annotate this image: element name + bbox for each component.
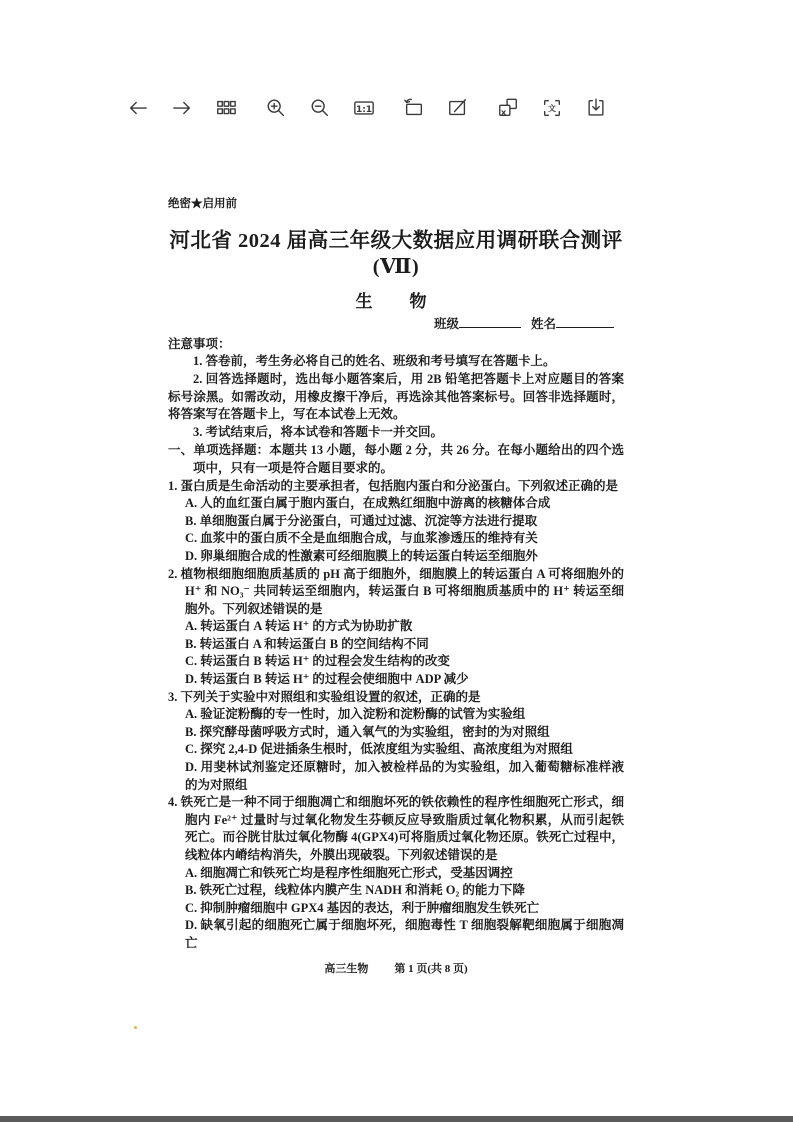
question-option: D. 缺氧引起的细胞死亡属于细胞坏死，细胞毒性 T 细胞裂解靶细胞属于细胞凋亡 — [185, 918, 624, 950]
section-heading: 一、单项选择题：本题共 13 小题，每小题 2 分，共 26 分。在每小题给出的四个选项中，只有一项是符合题目要求的。 — [168, 443, 624, 475]
question-option: C. 血浆中的蛋白质不全是血细胞合成，与血浆渗透压的维持有关 — [185, 531, 538, 546]
extract-text-icon[interactable] — [540, 96, 564, 120]
question-option: C. 转运蛋白 B 转运 H⁺ 的过程会发生结构的改变 — [185, 654, 450, 669]
question-2 — [168, 566, 624, 689]
question-option: C. 探究 2,4-D 促进插条生根时，低浓度组为实验组、高浓度组为对照组 — [185, 742, 573, 757]
footer-page-number: 第 1 页(共 8 页) — [394, 962, 468, 975]
name-blank-line — [556, 316, 614, 328]
question-option: D. 卵巢细胞合成的性激素可经细胞膜上的转运蛋白转运至细胞外 — [185, 548, 538, 563]
back-icon[interactable] — [126, 96, 150, 120]
question-stem: 3. 下列关于实验中对照组和实验组设置的叙述，正确的是 — [168, 689, 481, 704]
scan-artifact-dot — [134, 1026, 137, 1029]
classification-label: 绝密★启用前 — [168, 198, 237, 210]
viewer-toolbar — [126, 96, 608, 120]
question-option: B. 铁死亡过程，线粒体内膜产生 NADH 和消耗 O₂ 的能力下降 — [185, 883, 525, 898]
actual-size-icon[interactable] — [352, 96, 376, 120]
thumbnails-icon[interactable] — [214, 96, 238, 120]
name-field-label: 姓名 — [531, 317, 557, 332]
question-option: A. 转运蛋白 A 转运 H⁺ 的方式为协助扩散 — [185, 619, 413, 634]
question-stem: 4. 铁死亡是一种不同于细胞凋亡和细胞坏死的铁依赖性的程序性细胞死亡形式，细胞内 Fe²⁺ 过量时与过氧化物发生芬顿反应导致脂质过氧化物积累，从而引起铁死亡。而谷胱甘肽过氧化物酶 4(GPX4)可将脂质过氧化物还原。铁死亡过程中，线粒体内嵴结构消失，外膜出现破裂。下列叙述错误的是 — [168, 795, 624, 862]
translate-icon[interactable] — [496, 96, 520, 120]
question-option: B. 转运蛋白 A 和转运蛋白 B 的空间结构不同 — [185, 636, 429, 651]
edit-icon[interactable] — [446, 96, 470, 120]
notice-item-3: 3. 考试结束后，将本试卷和答题卡一并交回。 — [193, 424, 444, 439]
question-option: D. 转运蛋白 B 转运 H⁺ 的过程会使细胞中 ADP 减少 — [185, 672, 469, 687]
notice-item-1: 1. 答卷前，考生务必将自己的姓名、班级和考号填写在答题卡上。 — [193, 354, 556, 369]
page-title: 河北省 2024 届高三年级大数据应用调研联合测评(Ⅶ) — [169, 229, 623, 278]
zoom-in-icon[interactable] — [264, 96, 288, 120]
actual-size-label: 1:1 — [355, 104, 373, 115]
question-option: B. 探究酵母菌呼吸方式时，通入氧气的为实验组，密封的为对照组 — [185, 724, 550, 739]
rotate-icon[interactable] — [402, 96, 426, 120]
question-stem: 1. 蛋白质是生命活动的主要承担者，包括胞内蛋白和分泌蛋白。下列叙述正确的是 — [168, 478, 619, 493]
notice-heading: 注意事项： — [168, 336, 231, 351]
class-blank-line — [459, 316, 521, 328]
question-option: A. 细胞凋亡和铁死亡均是程序性细胞死亡形式，受基因调控 — [185, 865, 513, 880]
window-bottom-edge — [0, 1116, 793, 1122]
page-footer — [168, 961, 624, 979]
question-option: A. 验证淀粉酶的专一性时，加入淀粉和淀粉酶的试管为实验组 — [185, 707, 526, 722]
translate-glyph: x — [501, 108, 507, 117]
zoom-out-icon[interactable] — [308, 96, 332, 120]
question-3 — [168, 689, 624, 795]
class-field-label: 班级 — [434, 317, 460, 332]
forward-icon[interactable] — [170, 96, 194, 120]
extract-text-glyph: 文 — [548, 103, 556, 113]
question-option: C. 抑制肿瘤细胞中 GPX4 基因的表达，利于肿瘤细胞发生铁死亡 — [185, 900, 540, 915]
question-stem: 2. 植物根细胞细胞质基质的 pH 高于细胞外，细胞膜上的转运蛋白 A 可将细胞外的 H⁺ 和 NO₃⁻ 共同转运至细胞内，转运蛋白 B 可将细胞质基质中的 H⁺ 转运至细胞外。下列叙述错误的是 — [168, 566, 624, 616]
notice-item-2: 2. 回答选择题时，选出每小题答案后，用 2B 铅笔把答题卡上对应题目的答案标号涂黑。如需改动，用橡皮擦干净后，再选涂其他答案标号。回答非选择题时，将答案写在答题卡上，写在本试卷上无效。 — [168, 371, 624, 422]
footer-subject: 高三生物 — [324, 962, 369, 975]
question-1 — [168, 478, 624, 566]
question-option: A. 人的血红蛋白属于胞内蛋白，在成熟红细胞中游离的核糖体合成 — [185, 496, 551, 511]
question-option: D. 用斐林试剂鉴定还原糖时，加入被检样品的为实验组，加入葡萄糖标准样液的为对照组 — [185, 760, 624, 792]
subject-title: 生 物 — [355, 291, 437, 311]
download-icon[interactable] — [584, 96, 608, 120]
exam-paper-page — [168, 196, 624, 978]
question-4 — [168, 794, 624, 952]
question-option: B. 单细胞蛋白属于分泌蛋白，可通过过滤、沉淀等方法进行提取 — [185, 513, 538, 528]
student-fields — [168, 316, 624, 334]
